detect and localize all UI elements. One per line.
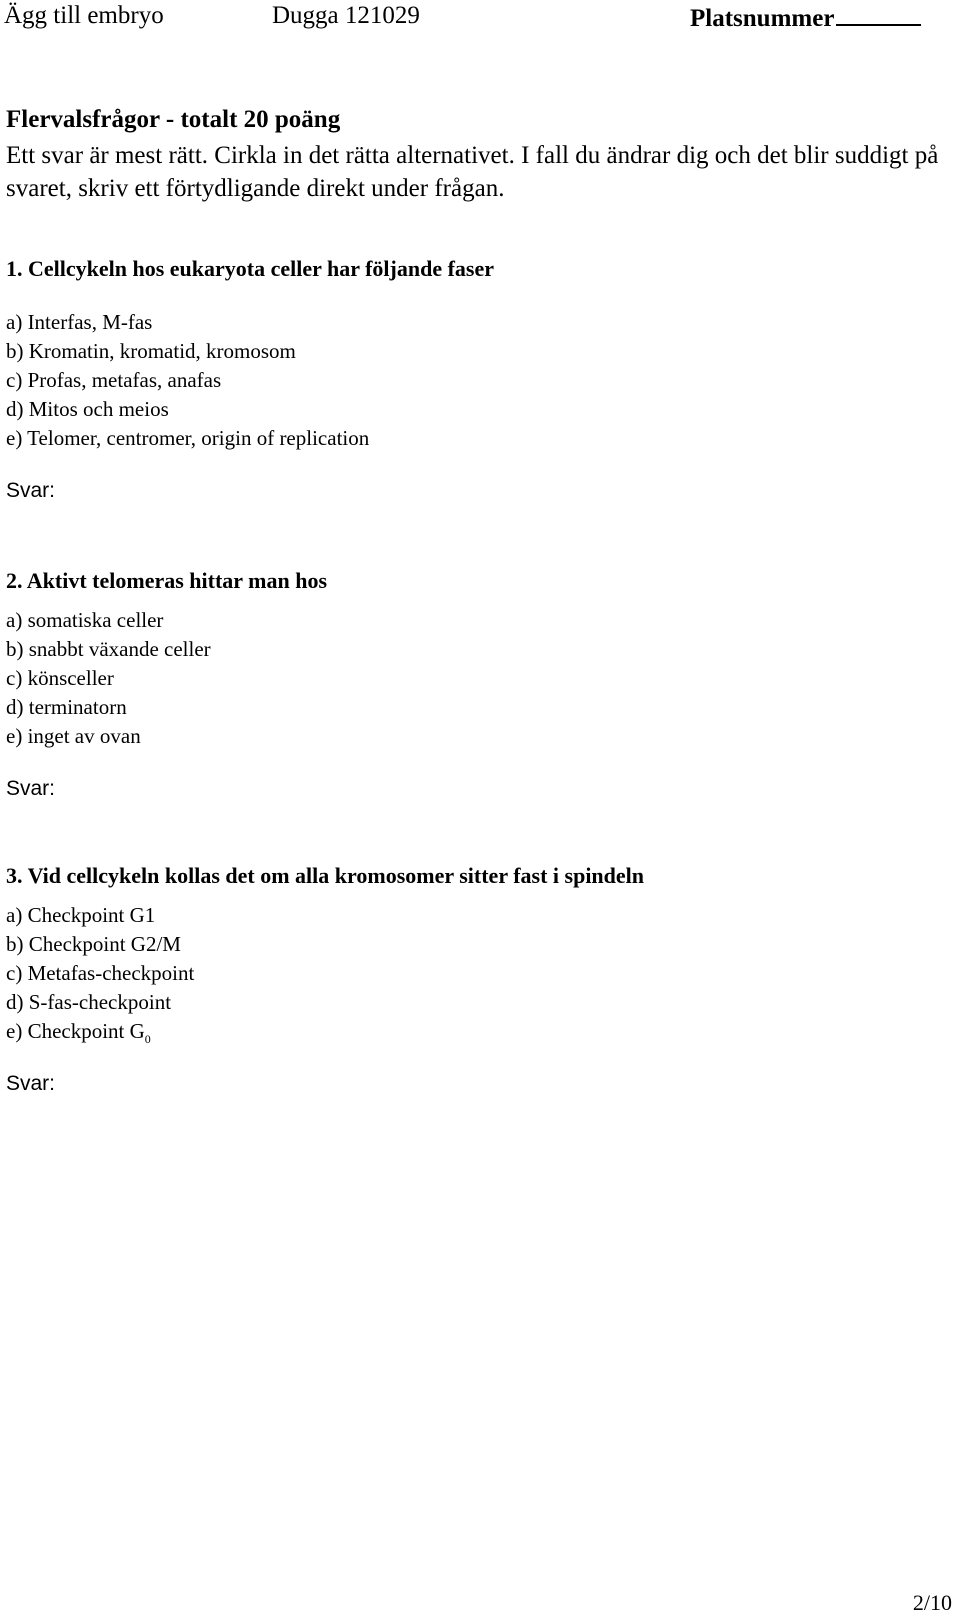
option-c: c) Profas, metafas, anafas [6,368,222,392]
answer-label: Svar: [6,1072,56,1095]
option-c: c) könsceller [6,666,114,690]
option-e-text: e) Checkpoint G [6,1019,145,1043]
option-e [6,1017,946,1046]
question-title: 1. Cellcykeln hos eukaryota celler har följande faser [6,256,495,281]
question-title: 2. Aktivt telomeras hittar man hos [6,568,328,593]
exam-title: Dugga 121029 [272,2,420,29]
option-a: a) somatiska celler [6,608,164,632]
question-title: 3. Vid cellcykeln kollas det om alla kromosomer sitter fast i spindeln [6,863,645,888]
option-b: b) Checkpoint G2/M [6,932,181,956]
option-list [6,606,946,751]
option-list [6,308,946,453]
option-d: d) terminatorn [6,695,127,719]
option-b: b) Kromatin, kromatid, kromosom [6,339,296,363]
option-d: d) Mitos och meios [6,397,169,421]
answer-label: Svar: [6,479,56,502]
option-e: e) inget av ovan [6,724,141,748]
question-3 [6,863,946,1096]
option-list [6,901,946,1046]
option-a: a) Interfas, M-fas [6,310,153,334]
option-b: b) snabbt växande celler [6,637,211,661]
question-2 [6,568,946,801]
option-d: d) S-fas-checkpoint [6,990,172,1014]
section-title: Flervalsfrågor - totalt 20 poäng [6,106,341,133]
seat-number-blank [836,2,921,26]
answer-label: Svar: [6,777,56,800]
option-a: a) Checkpoint G1 [6,903,156,927]
seat-number-field [690,2,921,33]
question-1 [6,256,946,503]
page-header [0,0,960,36]
option-e-subscript: 0 [144,1032,151,1046]
page-number: 2/10 [912,1590,952,1615]
course-title: Ägg till embryo [4,2,164,29]
option-c: c) Metafas-checkpoint [6,961,195,985]
section-instructions: Ett svar är mest rätt. Cirkla in det rätta alternativet. I fall du ändrar dig och det blir suddigt på svaret, skriv ett förtydligande direkt under frågan. [6,142,939,202]
option-e: e) Telomer, centromer, origin of replication [6,426,370,450]
seat-number-label: Platsnummer [690,5,835,32]
